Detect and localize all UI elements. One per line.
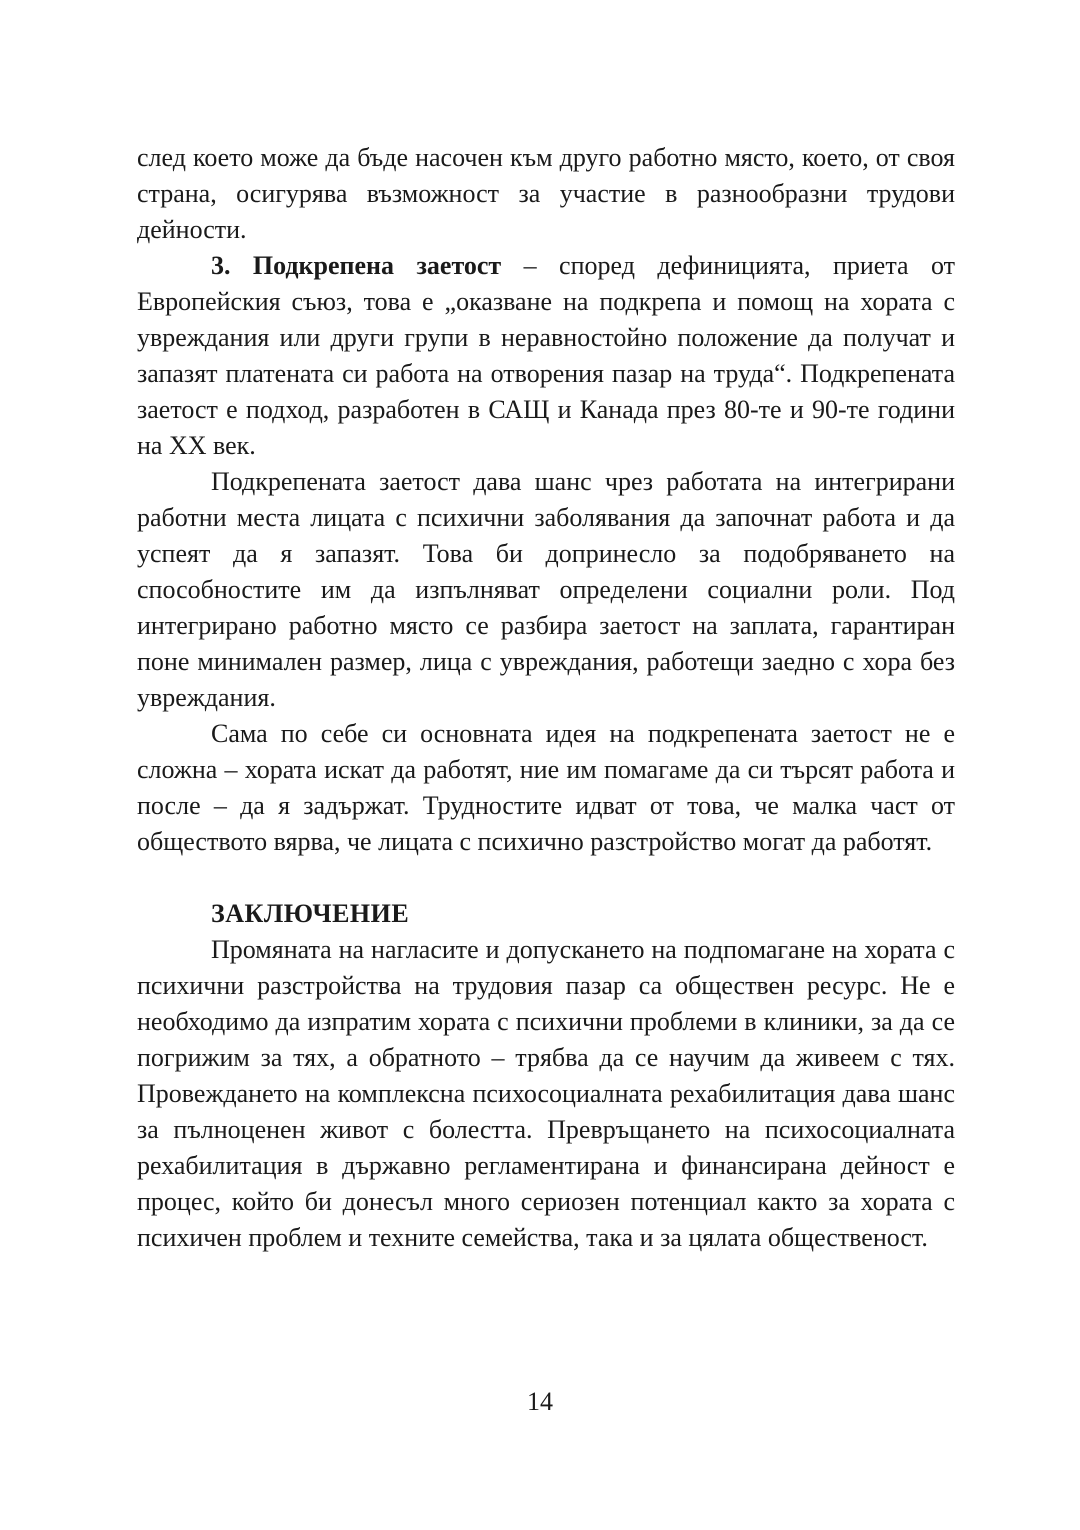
conclusion-heading: ЗАКЛЮЧЕНИЕ [211,899,410,928]
text-body [137,140,955,1256]
page-number: 14 [527,1387,553,1416]
section-lead: 3. Подкрепена заетост [211,251,502,280]
paragraph-integrated-workplaces: Подкрепената заетост дава шанс чрез работата на интегрирани работни места лицата с психични заболявания да започнат работа и да успеят да я запазят. Това би допринесло за подобряването на способностите им да изпълняват определени социални роли. Под интегрирано работно място се разбира заетост на заплата, гарантиран поне минимален размер, лица с увреждания, работещи заедно с хора без увреждания. [137,467,955,712]
section-lead-text: – според дефиницията, приета от Европейския съюз, това е „оказване на подкрепа и помощ на хората с увреждания или други групи в неравностойно положение да получат и запазят платената си работа на отворения пазар на труда“. Подкрепената заетост е подход, разработен в САЩ и Канада през 80-те и 90-те години на ХХ век. [137,251,956,460]
conclusion-paragraph: Промяната на нагласите и допускането на подпомагане на хората с психични разстройства на трудовия пазар са обществен ресурс. Не е необходимо да изпратим хората с психични проблеми в клиники, за да се погрижим за тях, а обратното – трябва да се научим да живеем с тях. Провеждането на комплексна психосоциалната рехабилитация дава шанс за пълноценен живот с болестта. Превръщането на психосоциалната рехабилитация в държавно регламентирана и финансирана дейност е процес, който би донесъл много сериозен потенциал както за хората с психичен проблем и техните семейства, така и за цялата общественост. [137,935,955,1252]
paragraph-continuation: след което може да бъде насочен към друго работно място, което, от своя страна, осигурява възможност за участие в разнообразни трудови дейности. [137,143,955,244]
paragraph-basic-idea: Сама по себе си основната идея на подкрепената заетост не е сложна – хората искат да работят, ние им помагаме да си търсят работа и после – да я задържат. Трудностите идват от това, че малка част от обществото вярва, че лицата с психично разстройство могат да работят. [137,719,955,856]
paragraph-supported-employment [137,248,955,464]
